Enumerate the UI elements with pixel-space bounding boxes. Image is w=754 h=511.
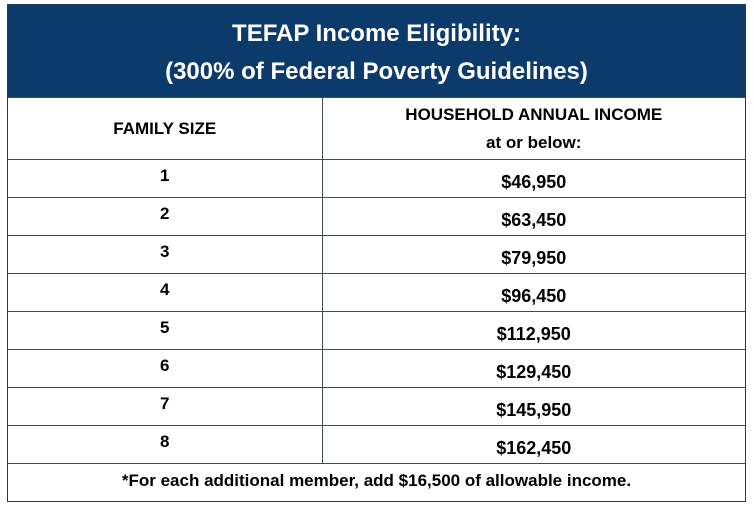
family-size-cell: 6 <box>8 350 322 388</box>
family-size-cell: 8 <box>8 426 322 464</box>
income-cell: $79,950 <box>322 236 745 274</box>
table-row <box>8 274 745 312</box>
family-size-cell: 5 <box>8 312 322 350</box>
footnote-text: *For each additional member, add $16,500 of allowable income. <box>8 464 745 498</box>
table-row <box>8 388 745 426</box>
table-row <box>8 426 745 464</box>
family-size-cell: 1 <box>8 160 322 198</box>
income-cell: $129,450 <box>322 350 745 388</box>
title-line-1: TEFAP Income Eligibility: <box>232 20 521 47</box>
eligibility-table-card <box>7 4 746 502</box>
family-size-cell: 7 <box>8 388 322 426</box>
income-cell: $162,450 <box>322 426 745 464</box>
income-cell: $63,450 <box>322 198 745 236</box>
table-row <box>8 350 745 388</box>
family-size-cell: 3 <box>8 236 322 274</box>
income-eligibility-table <box>8 97 745 498</box>
income-cell: $96,450 <box>322 274 745 312</box>
family-size-header: FAMILY SIZE <box>8 98 322 160</box>
table-row <box>8 236 745 274</box>
income-cell: $46,950 <box>322 160 745 198</box>
title-line-2: (300% of Federal Poverty Guidelines) <box>165 58 588 85</box>
household-income-header-line-1: HOUSEHOLD ANNUAL INCOME <box>405 104 663 124</box>
footnote-row <box>8 464 745 498</box>
family-size-cell: 4 <box>8 274 322 312</box>
table-row <box>8 198 745 236</box>
table-row <box>8 160 745 198</box>
household-income-header-line-2: at or below: <box>486 132 582 152</box>
table-row <box>8 312 745 350</box>
family-size-cell: 2 <box>8 198 322 236</box>
income-cell: $112,950 <box>322 312 745 350</box>
table-header-row <box>8 98 745 160</box>
household-income-header <box>322 98 745 160</box>
title-banner <box>8 5 745 97</box>
income-cell: $145,950 <box>322 388 745 426</box>
